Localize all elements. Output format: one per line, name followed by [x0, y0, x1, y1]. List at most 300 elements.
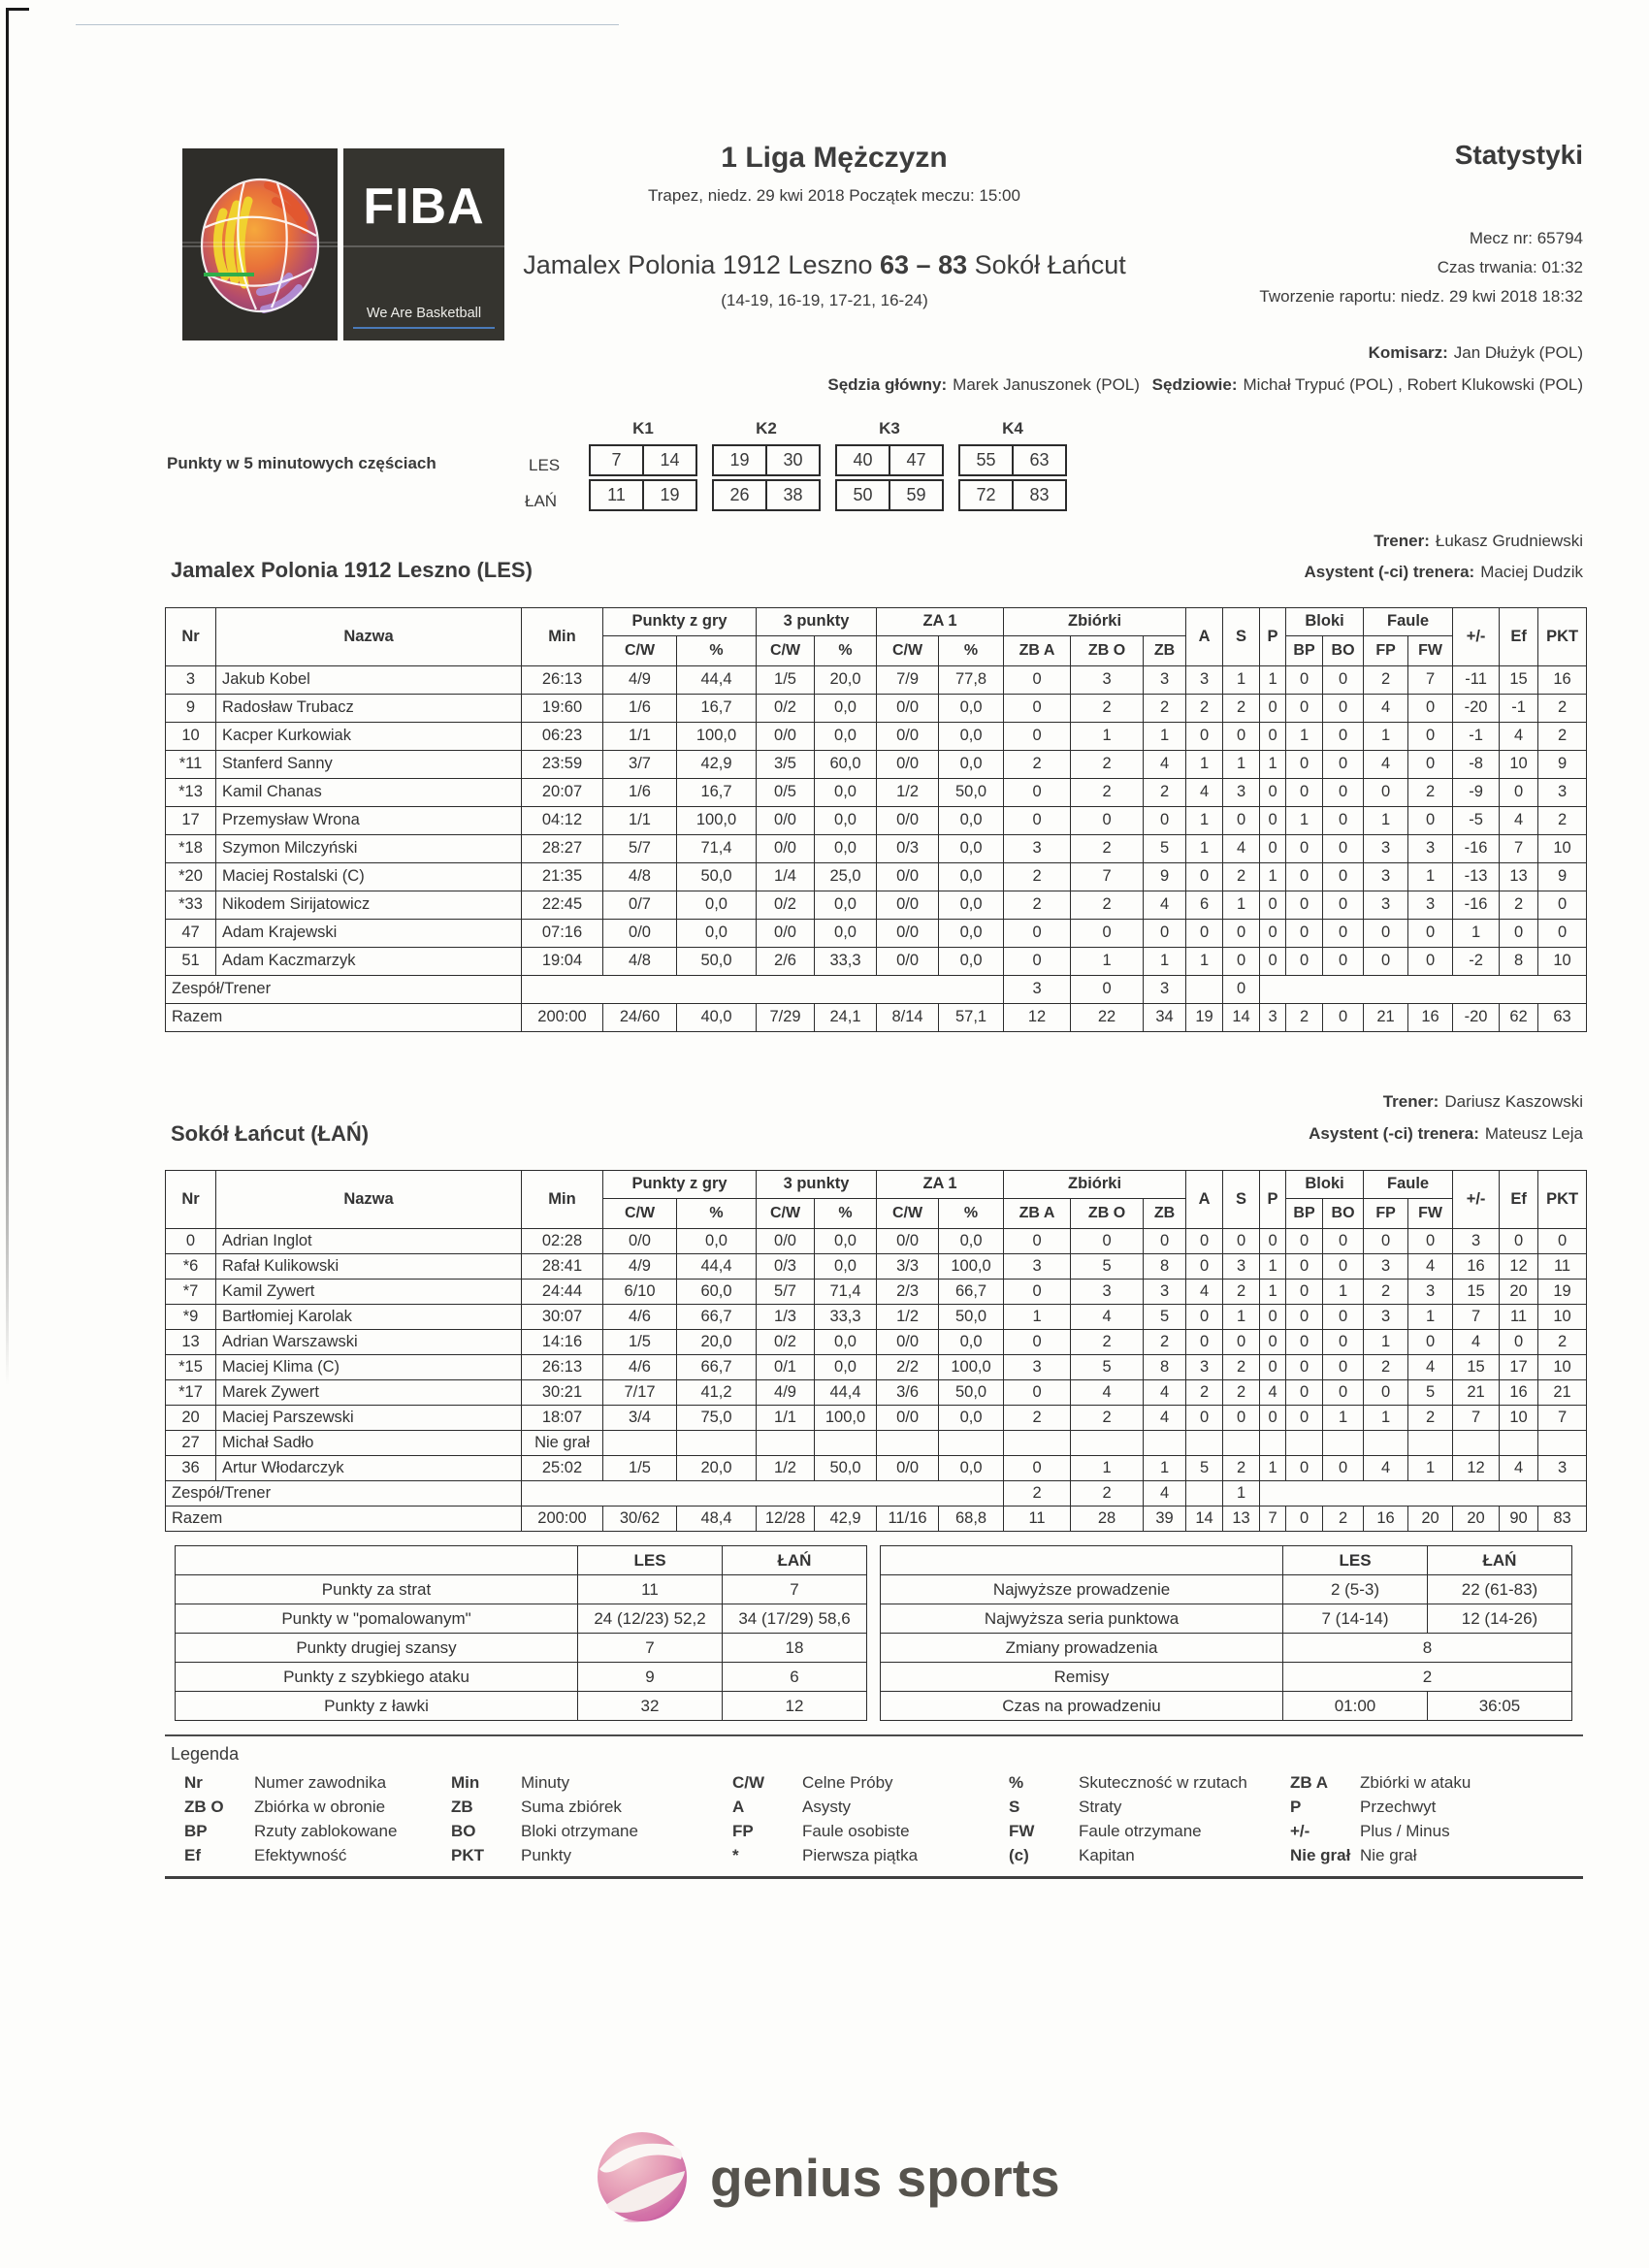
- genius-wordmark: genius sports: [710, 2147, 1060, 2208]
- col-header: ZA 1: [877, 608, 1004, 636]
- stat-cell: 0: [1323, 779, 1364, 807]
- legend-item: [184, 1798, 385, 1817]
- stat-cell: 16: [1364, 1507, 1408, 1532]
- stat-cell: 14: [1223, 1004, 1260, 1032]
- stat-cell: 4/9: [603, 1254, 677, 1280]
- stat-cell: 0: [1260, 1305, 1286, 1330]
- stat-cell: 0/0: [877, 807, 939, 835]
- stat-cell: 11: [1500, 1305, 1538, 1330]
- stat-cell: 0: [1260, 1355, 1286, 1380]
- col-header: BO: [1323, 1199, 1364, 1229]
- stat-cell: 39: [1144, 1507, 1186, 1532]
- stat-cell: 3: [1004, 976, 1071, 1004]
- stat-cell: -20: [1453, 695, 1500, 723]
- stat-cell: 3: [1260, 1004, 1286, 1032]
- stat-cell: 0: [1004, 1380, 1071, 1406]
- stat-cell: 0: [1260, 807, 1286, 835]
- coach-label: Trener:: [1382, 1092, 1439, 1111]
- stat-cell: 0: [1323, 1004, 1364, 1032]
- stat-cell: 0: [1500, 920, 1538, 948]
- player-name: Maciej Parszewski: [216, 1406, 522, 1431]
- stat-cell: 2: [1538, 1330, 1587, 1355]
- stat-cell: 0,0: [815, 891, 877, 920]
- stat-cell: 0: [1364, 1380, 1408, 1406]
- stat-cell: 0: [1186, 1406, 1223, 1431]
- stat-cell: 3: [1364, 1254, 1408, 1280]
- stat-cell: 3/7: [603, 751, 677, 779]
- player-number: 9: [166, 695, 216, 723]
- legend-item: [1290, 1822, 1450, 1841]
- stat-cell: 4: [1500, 1456, 1538, 1481]
- stat-cell: 1: [1364, 1330, 1408, 1355]
- stat-cell: 4: [1071, 1380, 1144, 1406]
- stat-cell: 0,0: [815, 1355, 877, 1380]
- stat-cell: 0: [1286, 1229, 1323, 1254]
- stat-cell: 0: [1186, 1330, 1223, 1355]
- stat-cell: 66,7: [677, 1355, 757, 1380]
- legend-abbr: FW: [1009, 1822, 1035, 1840]
- totals-label: Razem: [166, 1507, 522, 1532]
- stat-cell: 0/2: [757, 891, 815, 920]
- quarter-score-cell: 59: [889, 479, 944, 511]
- stat-cell: 0: [1408, 807, 1453, 835]
- summary-value: 7: [723, 1575, 867, 1604]
- stat-cell: 0/0: [877, 891, 939, 920]
- legend-abbr: Ef: [184, 1846, 201, 1864]
- stat-cell: 0: [1323, 1380, 1364, 1406]
- stat-cell: 2: [1364, 666, 1408, 695]
- col-header: A: [1186, 1171, 1223, 1229]
- coach-name: Dariusz Kaszowski: [1444, 1092, 1583, 1111]
- stat-cell: 20,0: [677, 1456, 757, 1481]
- player-row: [166, 1456, 1587, 1481]
- col-header: C/W: [757, 636, 815, 666]
- stat-cell: 0: [1323, 1355, 1364, 1380]
- legend-desc: Pierwsza piątka: [802, 1846, 919, 1864]
- player-row: [166, 666, 1587, 695]
- player-row: [166, 891, 1587, 920]
- player-number: 17: [166, 807, 216, 835]
- stat-cell: 22:45: [522, 891, 603, 920]
- stat-cell: 2: [1144, 1330, 1186, 1355]
- quarter-label: K2: [756, 419, 777, 437]
- totals-row: [166, 1507, 1587, 1532]
- stat-cell: 2: [1071, 1330, 1144, 1355]
- stat-cell: 20,0: [815, 666, 877, 695]
- stat-cell: 0: [1260, 695, 1286, 723]
- stat-cell: 0: [1500, 779, 1538, 807]
- player-row: [166, 695, 1587, 723]
- player-number: 51: [166, 948, 216, 976]
- stat-cell: 0,0: [939, 920, 1004, 948]
- stat-cell: 6: [1186, 891, 1223, 920]
- stat-cell: 1/5: [603, 1456, 677, 1481]
- stat-cell: 20:07: [522, 779, 603, 807]
- col-header: %: [939, 1199, 1004, 1229]
- col-header: S: [1223, 608, 1260, 666]
- quarter-score-cell: 38: [765, 479, 821, 511]
- stat-cell: 5: [1144, 835, 1186, 863]
- stat-cell: 0,0: [677, 891, 757, 920]
- player-row: [166, 751, 1587, 779]
- stat-cell: 0/0: [603, 1229, 677, 1254]
- summary-row: [881, 1575, 1572, 1604]
- league-title: 1 Liga Mężczyzn: [721, 142, 948, 174]
- summary-value: 7 (14-14): [1283, 1604, 1428, 1634]
- player-name: Szymon Milczyński: [216, 835, 522, 863]
- stat-cell: 3: [1004, 1254, 1071, 1280]
- team1-box-score: [165, 607, 1587, 1032]
- stat-cell: 0/0: [877, 920, 939, 948]
- stat-cell: 0: [1004, 779, 1071, 807]
- col-header: FW: [1408, 636, 1453, 666]
- player-name: Adrian Inglot: [216, 1229, 522, 1254]
- scan-artifact-top-line: [76, 24, 619, 25]
- stat-cell: 3: [1364, 835, 1408, 863]
- player-number: *13: [166, 779, 216, 807]
- stat-cell: 4: [1500, 807, 1538, 835]
- stat-cell: 0: [1186, 1229, 1223, 1254]
- match-number: Mecz nr: 65794: [1469, 229, 1583, 247]
- team2-title: Sokół Łańcut (ŁAŃ): [171, 1121, 370, 1146]
- stat-cell: 1/4: [757, 863, 815, 891]
- stat-cell: 0/0: [877, 751, 939, 779]
- stat-cell: 12/28: [757, 1507, 815, 1532]
- scan-artifact-band: [182, 245, 504, 247]
- quarter-score-cell: 26: [712, 479, 767, 511]
- stat-cell: 2: [1223, 1355, 1260, 1380]
- stat-cell: 1/2: [877, 1305, 939, 1330]
- stat-cell: [1286, 1431, 1323, 1456]
- stat-cell: 12: [1500, 1254, 1538, 1280]
- stat-cell: 2: [1364, 1355, 1408, 1380]
- quarter-score-pair: [835, 444, 944, 476]
- stat-cell: 16: [1408, 1004, 1453, 1032]
- stat-cell: 2: [1004, 891, 1071, 920]
- stat-cell: 0: [1323, 751, 1364, 779]
- stat-cell: 7/29: [757, 1004, 815, 1032]
- commissioner-line: [1369, 343, 1583, 363]
- summary-corner: [881, 1546, 1283, 1575]
- summary-value: 24 (12/23) 52,2: [578, 1604, 723, 1634]
- stat-cell: 66,7: [939, 1280, 1004, 1305]
- home-team-name: Jamalex Polonia 1912 Leszno: [523, 250, 873, 279]
- stat-cell: 100,0: [939, 1355, 1004, 1380]
- stat-cell: 2: [1286, 1004, 1323, 1032]
- stat-cell: 0: [1223, 948, 1260, 976]
- stat-cell: 2: [1144, 695, 1186, 723]
- stat-cell: 33,3: [815, 1305, 877, 1330]
- divider-rule: [165, 1734, 1583, 1736]
- stat-cell: 0: [1286, 1280, 1323, 1305]
- stat-cell: 0/0: [877, 948, 939, 976]
- stat-cell: 0: [1323, 948, 1364, 976]
- quarter-score-pair: [958, 444, 1067, 476]
- summary-team-header: ŁAŃ: [1428, 1546, 1572, 1575]
- col-header: Nazwa: [216, 1171, 522, 1229]
- stat-cell: 0: [1286, 891, 1323, 920]
- col-header: ZB A: [1004, 636, 1071, 666]
- stat-cell: 2: [1186, 695, 1223, 723]
- stat-cell: 28: [1071, 1507, 1144, 1532]
- player-number: *7: [166, 1280, 216, 1305]
- player-number: *33: [166, 891, 216, 920]
- stat-cell: 3: [1364, 863, 1408, 891]
- player-number: *18: [166, 835, 216, 863]
- legend-abbr: Nr: [184, 1773, 203, 1792]
- stat-cell: 3: [1408, 1280, 1453, 1305]
- stat-cell: 0/5: [757, 779, 815, 807]
- col-header: BP: [1286, 636, 1323, 666]
- stat-cell: 0/2: [757, 1330, 815, 1355]
- col-header: Punkty z gry: [603, 608, 757, 636]
- stat-cell: 1: [1286, 723, 1323, 751]
- stat-cell: 50,0: [939, 1305, 1004, 1330]
- stat-cell: 2: [1223, 1280, 1260, 1305]
- legend-item: [732, 1773, 893, 1793]
- stat-cell: 0: [1408, 1330, 1453, 1355]
- summary-corner: [176, 1546, 578, 1575]
- stat-cell: 3: [1004, 1355, 1071, 1380]
- stat-cell: 21:35: [522, 863, 603, 891]
- col-header: Punkty z gry: [603, 1171, 757, 1199]
- stat-cell: 0: [1260, 948, 1286, 976]
- quarter-score-cell: 30: [765, 444, 821, 476]
- quarter-label: K4: [1002, 419, 1023, 437]
- match-duration: Czas trwania: 01:32: [1437, 258, 1583, 276]
- player-row: [166, 835, 1587, 863]
- stat-cell: 2: [1071, 779, 1144, 807]
- player-name: Nikodem Sirijatowicz: [216, 891, 522, 920]
- col-header: Min: [522, 1171, 603, 1229]
- stat-cell: 0,0: [939, 1229, 1004, 1254]
- stat-cell: 15: [1453, 1280, 1500, 1305]
- stat-cell: 0: [1323, 1305, 1364, 1330]
- stat-cell: 0: [1408, 1229, 1453, 1254]
- stat-cell: 0: [1286, 1305, 1323, 1330]
- summary-label: Zmiany prowadzenia: [881, 1634, 1283, 1663]
- legend-desc: Nie grał: [1360, 1846, 1417, 1864]
- summary-label: Punkty w "pomalowanym": [176, 1604, 578, 1634]
- col-header: FP: [1364, 636, 1408, 666]
- quarter-group: [835, 419, 944, 514]
- stat-cell: 0,0: [815, 1229, 877, 1254]
- quarter-breakdown: (14-19, 16-19, 17-21, 16-24): [721, 291, 928, 309]
- col-header: Zbiórki: [1004, 608, 1186, 636]
- legend-desc: Celne Próby: [802, 1773, 893, 1792]
- stat-cell: 25,0: [815, 863, 877, 891]
- stat-cell: 0/0: [757, 835, 815, 863]
- stat-cell: 0: [1323, 891, 1364, 920]
- legend-desc: Kapitan: [1079, 1846, 1135, 1864]
- stat-cell: 16,7: [677, 779, 757, 807]
- stat-cell: 2: [1408, 1406, 1453, 1431]
- stat-cell: 4/9: [603, 666, 677, 695]
- team1-title: Jamalex Polonia 1912 Leszno (LES): [171, 558, 533, 582]
- report-timestamp: Tworzenie raportu: niedz. 29 kwi 2018 18:32: [1259, 287, 1583, 306]
- stat-cell: 5: [1186, 1456, 1223, 1481]
- stat-cell: 0: [1408, 723, 1453, 751]
- stat-cell: 0: [1408, 948, 1453, 976]
- stat-cell: 100,0: [677, 807, 757, 835]
- stat-cell: 3: [1538, 779, 1587, 807]
- stat-cell: 2: [1538, 695, 1587, 723]
- legend-desc: Numer zawodnika: [254, 1773, 387, 1792]
- stat-cell: 0: [1286, 1380, 1323, 1406]
- stat-cell: [1538, 1431, 1587, 1456]
- legend-abbr: ZB: [451, 1798, 473, 1816]
- stat-cell: 2: [1004, 1406, 1071, 1431]
- summary-value: 36:05: [1428, 1692, 1572, 1721]
- stat-cell: [522, 1481, 1004, 1507]
- stat-cell: 3: [1186, 666, 1223, 695]
- officials-line: [827, 375, 1583, 395]
- stat-cell: 3/5: [757, 751, 815, 779]
- stat-cell: 0: [1004, 1456, 1071, 1481]
- summary-value: 34 (17/29) 58,6: [723, 1604, 867, 1634]
- stat-cell: 0: [1144, 920, 1186, 948]
- stat-cell: 200:00: [522, 1004, 603, 1032]
- player-name: Adrian Warszawski: [216, 1330, 522, 1355]
- stat-cell: 0: [1004, 695, 1071, 723]
- col-header: %: [815, 1199, 877, 1229]
- legend-item: [184, 1846, 346, 1865]
- stat-cell: 0/0: [877, 1330, 939, 1355]
- stat-cell: 15: [1500, 666, 1538, 695]
- stat-cell: 0,0: [677, 1229, 757, 1254]
- stat-cell: 30:07: [522, 1305, 603, 1330]
- quarter-score-cell: 50: [835, 479, 890, 511]
- player-name: Maciej Rostalski (C): [216, 863, 522, 891]
- stat-cell: 4: [1186, 1280, 1223, 1305]
- player-name: Michał Sadło: [216, 1431, 522, 1456]
- stat-cell: 0: [1260, 1406, 1286, 1431]
- summary-value: 12: [723, 1692, 867, 1721]
- legend-item: [732, 1846, 918, 1865]
- stat-cell: 0: [1364, 948, 1408, 976]
- stat-cell: 34: [1144, 1004, 1186, 1032]
- stat-cell: 0: [1323, 1456, 1364, 1481]
- col-header: ZB A: [1004, 1199, 1071, 1229]
- stat-cell: [1004, 1431, 1071, 1456]
- stat-cell: 14: [1186, 1507, 1223, 1532]
- stat-cell: [603, 1431, 677, 1456]
- stat-cell: 9: [1538, 863, 1587, 891]
- stat-cell: 0: [1260, 891, 1286, 920]
- stat-cell: 1: [1364, 1406, 1408, 1431]
- player-name: Artur Włodarczyk: [216, 1456, 522, 1481]
- stat-cell: 0/0: [757, 1229, 815, 1254]
- stat-cell: 19:04: [522, 948, 603, 976]
- stat-cell: 4: [1144, 751, 1186, 779]
- stat-cell: 0: [1323, 835, 1364, 863]
- stat-cell: 0: [1538, 920, 1587, 948]
- col-header: %: [677, 636, 757, 666]
- stat-cell: 10: [1538, 835, 1587, 863]
- summary-label: Punkty za strat: [176, 1575, 578, 1604]
- umpires-label: Sędziowie:: [1151, 375, 1238, 394]
- stat-cell: 0/3: [757, 1254, 815, 1280]
- stat-cell: 4/6: [603, 1355, 677, 1380]
- legend-desc: Skuteczność w rzutach: [1079, 1773, 1247, 1792]
- legend-desc: Zbiórka w obronie: [254, 1798, 386, 1816]
- legend-abbr: C/W: [732, 1773, 765, 1792]
- quarter-group: [712, 419, 821, 514]
- stat-cell: 10: [1500, 1406, 1538, 1431]
- stat-cell: 0: [1186, 920, 1223, 948]
- stat-cell: 28:27: [522, 835, 603, 863]
- col-header: A: [1186, 608, 1223, 666]
- stat-cell: 0,0: [815, 779, 877, 807]
- divider-rule-bottom: [165, 1876, 1583, 1879]
- stat-cell: 0: [1323, 723, 1364, 751]
- stat-cell: 0: [1260, 723, 1286, 751]
- legend-item: [1009, 1773, 1247, 1793]
- legend-desc: Minuty: [521, 1773, 570, 1792]
- col-header: C/W: [603, 636, 677, 666]
- summary-row: [881, 1604, 1572, 1634]
- stat-cell: 1: [1260, 863, 1286, 891]
- fiba-ball-icon: [182, 148, 338, 340]
- col-header: P: [1260, 1171, 1286, 1229]
- player-row: [166, 1330, 1587, 1355]
- col-header: Faule: [1364, 608, 1453, 636]
- stat-cell: 1: [1186, 835, 1223, 863]
- stat-cell: 57,1: [939, 1004, 1004, 1032]
- stat-cell: 0: [1323, 920, 1364, 948]
- player-row: [166, 1406, 1587, 1431]
- fiba-tagline-underline: [353, 327, 495, 329]
- head-referee-label: Sędzia główny:: [827, 375, 948, 394]
- match-result-line: [388, 250, 1261, 280]
- stat-cell: 7: [1453, 1406, 1500, 1431]
- stat-cell: 50,0: [939, 779, 1004, 807]
- stat-cell: 0: [1186, 723, 1223, 751]
- legend-title: Legenda: [171, 1744, 240, 1764]
- player-number: *9: [166, 1305, 216, 1330]
- stat-cell: 7: [1500, 835, 1538, 863]
- stat-cell: 66,7: [677, 1305, 757, 1330]
- summary-table: [175, 1545, 867, 1721]
- stat-cell: 0: [1004, 1280, 1071, 1305]
- player-row: [166, 1355, 1587, 1380]
- col-header: %: [815, 636, 877, 666]
- stat-cell: 44,4: [677, 1254, 757, 1280]
- stat-cell: 0,0: [939, 835, 1004, 863]
- player-name: Jakub Kobel: [216, 666, 522, 695]
- col-header: BP: [1286, 1199, 1323, 1229]
- stat-cell: 2: [1004, 863, 1071, 891]
- stat-cell: [815, 1431, 877, 1456]
- stat-cell: -5: [1453, 807, 1500, 835]
- stat-cell: 3: [1186, 1355, 1223, 1380]
- stat-cell: -16: [1453, 835, 1500, 863]
- stat-cell: 2: [1223, 1380, 1260, 1406]
- legend-row: [184, 1773, 1600, 1798]
- player-row: [166, 1380, 1587, 1406]
- head-referee-name: Marek Januszonek (POL): [953, 375, 1140, 394]
- legend-desc: Zbiórki w ataku: [1360, 1773, 1471, 1792]
- legend-abbr: +/-: [1290, 1822, 1310, 1840]
- stat-cell: 9: [1144, 863, 1186, 891]
- quarter-score-cell: 63: [1012, 444, 1067, 476]
- stat-cell: 3: [1223, 1254, 1260, 1280]
- stat-cell: 1: [1223, 666, 1260, 695]
- stat-cell: 5: [1071, 1254, 1144, 1280]
- col-header: FP: [1364, 1199, 1408, 1229]
- player-number: 36: [166, 1456, 216, 1481]
- stat-cell: 2/3: [877, 1280, 939, 1305]
